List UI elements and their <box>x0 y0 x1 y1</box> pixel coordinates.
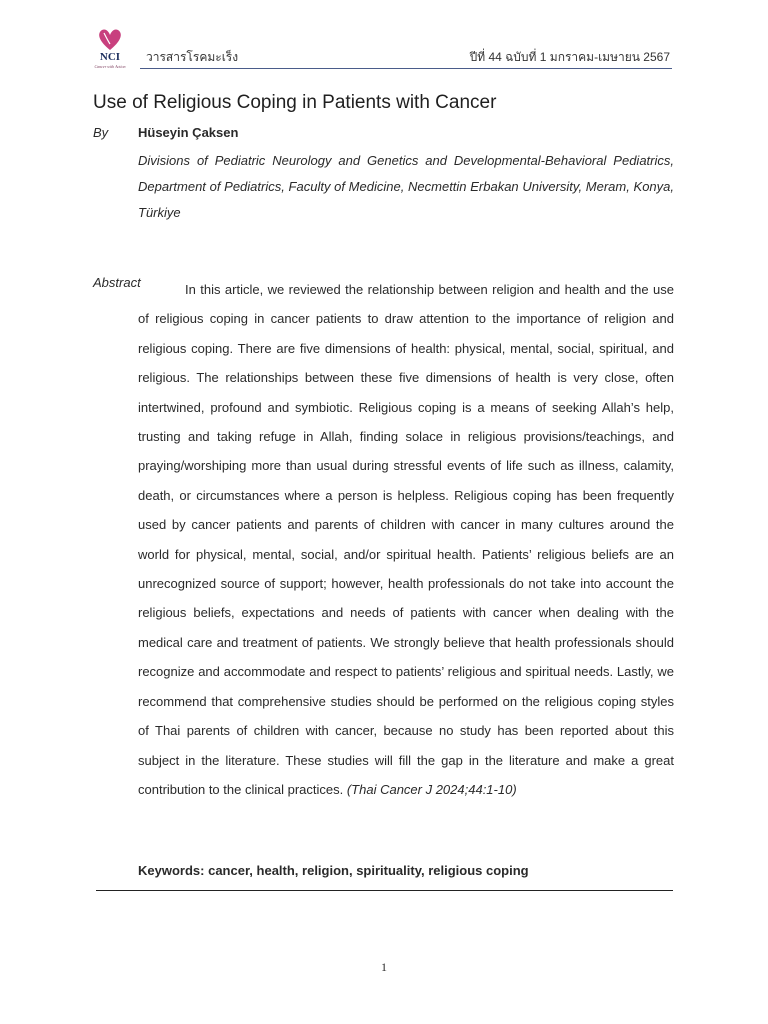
nci-logo-icon <box>86 24 134 72</box>
page-header <box>0 0 768 72</box>
issue-info: ปีที่ 44 ฉบับที่ 1 มกราคม-เมษายน 2567 <box>469 50 670 64</box>
author-affiliation: Divisions of Pediatric Neurology and Genetics and Developmental-Behavioral Pediatrics, Department of Pediatrics, Faculty of Medicine, Necmettin Erbakan University, Meram, Konya, Türkiye <box>138 153 674 220</box>
journal-name: วารสารโรคมะเร็ง <box>146 50 239 64</box>
article-title: Use of Religious Coping in Patients with Cancer <box>93 92 497 113</box>
keywords-label: Keywords: <box>138 863 205 878</box>
by-label: By <box>93 125 109 140</box>
page-number: 1 <box>381 960 387 974</box>
abstract-text: In this article, we reviewed the relationship between religion and health and the use of religious coping in cancer patients to draw attention to the importance of religion and religious coping. There are five dimensions of health: physical, mental, social, spiritual, and religious. The relationships between these five dimensions of health is very close, often intertwined, profound and symbiotic. Religious coping is a means of seeking Allah’s help, trusting and taking refuge in Allah, finding solace in religious provisions/teachings, and praying/worshiping more than usual during stressful events of life such as illness, calamity, death, or circumstances where a person is helpless. Religious coping has been frequently used by cancer patients and parents of children with cancer in many cultures around the world for physical, mental, social, and/or spiritual health. Patients’ religious beliefs are an unrecognized source of support; however, health professionals do not take into account the religious beliefs, expectations and needs of patients with cancer when dealing with the medical care and treatment of patients. We strongly believe that health professionals should recognize and accommodate and respect to patients’ religious and spiritual needs. Lastly, we recommend that comprehensive studies should be performed on the religious coping styles of Thai parents of children with cancer, because no study has been reported about this subject in the literature. These studies will fill the gap in the literature and make a great contribution to the clinical practices. <box>138 282 674 797</box>
keywords-list: cancer, health, religion, spirituality, religious coping <box>208 863 529 878</box>
author-name: Hüseyin Çaksen <box>138 125 239 140</box>
section-divider <box>96 890 673 891</box>
citation: (Thai Cancer J 2024;44:1-10) <box>346 781 517 797</box>
svg-text:NCI: NCI <box>99 51 121 63</box>
header-divider <box>140 68 672 69</box>
abstract-label: Abstract <box>93 275 141 290</box>
abstract-body <box>138 275 674 804</box>
keywords-line <box>138 863 529 878</box>
svg-text:Cancer with Action: Cancer with Action <box>94 64 126 69</box>
